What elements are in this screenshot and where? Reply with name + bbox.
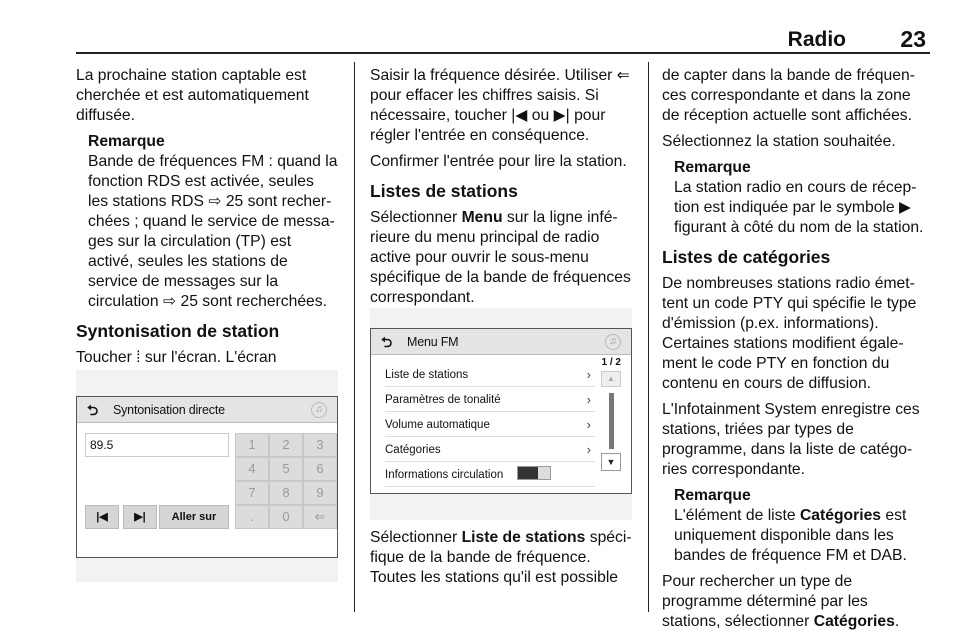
- menu-item-label: Volume automatique: [385, 419, 490, 431]
- screen-title-bar: [77, 397, 337, 423]
- seek-back-button[interactable]: |◀: [85, 505, 119, 529]
- bold-term: Catégories: [799, 507, 882, 524]
- note-text: Bande de fréquences FM : quand la fonction RDS est activée, seules les stations RDS ⇨ 25 sont recher-chées ; quand le service de messa-ges sur la circulation (TP) est activé, seules les stations de service de messages sur la circulation ⇨ 25 sont recherchées.: [88, 153, 338, 310]
- menu-item-label: Catégories: [385, 444, 441, 456]
- keypad-key[interactable]: 7: [235, 481, 269, 505]
- note: [76, 132, 338, 312]
- paragraph: de capter dans la bande de fréquen-ces correspondante et dans la zone de réception actuelle sont affichées.: [662, 67, 915, 124]
- back-icon[interactable]: ⮌: [87, 402, 99, 418]
- menu-item[interactable]: [385, 363, 595, 387]
- scroll-down-button[interactable]: ▼: [601, 453, 621, 471]
- chevron-right-icon: ›: [586, 442, 591, 457]
- note-title: Remarque: [88, 133, 165, 150]
- keypad-key[interactable]: 2: [269, 433, 303, 457]
- menu-item-label: Liste de stations: [385, 369, 469, 381]
- bold-term: Catégories: [813, 613, 895, 630]
- paragraph: Confirmer l'entrée pour lire la station.: [370, 153, 627, 170]
- back-icon[interactable]: ⮌: [381, 334, 393, 350]
- screen-title: Syntonisation directe: [113, 403, 225, 417]
- column-divider: [648, 62, 649, 612]
- keypad-key[interactable]: 9: [303, 481, 337, 505]
- note-title: Remarque: [674, 487, 751, 504]
- keypad-key[interactable]: .: [235, 505, 269, 529]
- text: Sélectionner: [370, 209, 462, 226]
- music-note-icon[interactable]: ♫: [311, 402, 327, 418]
- paragraph: L'Infotainment System enregistre ces stations, triées par types de programme, dans la liste de catégo-ries correspondante.: [662, 401, 920, 478]
- keypad-key[interactable]: 8: [269, 481, 303, 505]
- keypad-key[interactable]: 1: [235, 433, 269, 457]
- text: spéci-fique de la bande de fréquence. Toutes les stations qu'il est possible: [370, 529, 632, 586]
- device-screen: [76, 396, 338, 558]
- paragraph: [370, 528, 634, 588]
- toggle-on-indicator: [518, 467, 538, 479]
- screen-title: Menu FM: [407, 335, 459, 349]
- page-header: [76, 24, 930, 54]
- note: [662, 486, 930, 566]
- section-heading: Listes de catégories: [662, 247, 831, 267]
- keypad-key[interactable]: 0: [269, 505, 303, 529]
- menu-item[interactable]: [385, 388, 595, 412]
- seek-forward-button[interactable]: ▶|: [123, 505, 157, 529]
- traffic-info-toggle[interactable]: [517, 466, 551, 480]
- music-note-icon[interactable]: ♫: [605, 334, 621, 350]
- scrollbar[interactable]: [609, 393, 614, 449]
- column-3: [662, 66, 930, 638]
- menu-item[interactable]: [385, 438, 595, 462]
- page-number: 23: [900, 26, 926, 52]
- keypad-key[interactable]: ⇐: [303, 505, 337, 529]
- scroll-up-button[interactable]: ▲: [601, 371, 621, 387]
- menu-item-label: Paramètres de tonalité: [385, 394, 501, 406]
- paragraph: Saisir la fréquence désirée. Utiliser ⇐ pour effacer les chiffres saisis. Si nécessaire, toucher |◀ ou ▶| pour régler l'entrée en conséquence.: [370, 67, 630, 144]
- screenshot-direct-tuning: [76, 370, 338, 582]
- page-count: 1 / 2: [601, 357, 621, 368]
- text: .: [894, 613, 900, 630]
- column-2-continued: [370, 528, 634, 594]
- text: L'élément de liste: [674, 507, 800, 524]
- paragraph: Sélectionnez la station souhaitée.: [662, 133, 896, 150]
- paragraph: [662, 572, 930, 632]
- text: Sélectionner: [370, 529, 462, 546]
- goto-button[interactable]: Aller sur: [159, 505, 229, 529]
- text: sur la ligne infé-rieure du menu principal de radio active pour ouvrir le sous-menu spécifique de la bande de fréquences correspondant.: [370, 209, 631, 306]
- menu-item[interactable]: [385, 413, 595, 437]
- paragraph: La prochaine station captable est cherchée et est automatiquement diffusée.: [76, 67, 309, 124]
- text: Pour rechercher un type de programme déterminé par les stations, sélectionner: [662, 573, 868, 630]
- bold-term: Menu: [461, 209, 503, 226]
- chevron-right-icon: ›: [586, 392, 591, 407]
- paragraph: De nombreuses stations radio émet-tent un code PTY qui spécifie le type d'émission (p.ex. informations). Certaines stations modifient égale-ment le code PTY en fonction du contenu en cours de diffusion.: [662, 275, 917, 392]
- menu-item[interactable]: [385, 463, 595, 487]
- section-heading: Syntonisation de station: [76, 321, 280, 341]
- column-divider: [354, 62, 355, 612]
- keypad-key[interactable]: 6: [303, 457, 337, 481]
- note: [662, 158, 930, 238]
- screen-title-bar: [371, 329, 631, 355]
- bold-term: Liste de stations: [461, 529, 586, 546]
- note-title: Remarque: [674, 159, 751, 176]
- paragraph: [370, 208, 634, 308]
- text: Toucher ⁞ sur l'écran. L'écran: [76, 349, 277, 366]
- keypad-key[interactable]: 4: [235, 457, 269, 481]
- section-title: Radio: [787, 28, 846, 51]
- keypad-key[interactable]: 3: [303, 433, 337, 457]
- screenshot-fm-menu: [370, 308, 632, 520]
- device-screen: [370, 328, 632, 494]
- section-heading: Listes de stations: [370, 181, 518, 201]
- column-1: [76, 66, 338, 394]
- menu-item-label: Informations circulation: [385, 469, 504, 481]
- note-text: La station radio en cours de récep-tion est indiquée par le symbole ▶ figurant à côté du nom de la station.: [674, 179, 924, 236]
- chevron-right-icon: ›: [586, 367, 591, 382]
- chevron-right-icon: ›: [586, 417, 591, 432]
- text: est uniquement disponible dans les bandes de fréquence FM et DAB.: [674, 507, 907, 564]
- keypad-key[interactable]: 5: [269, 457, 303, 481]
- column-2: [370, 66, 634, 314]
- frequency-input[interactable]: 89.5: [85, 433, 229, 457]
